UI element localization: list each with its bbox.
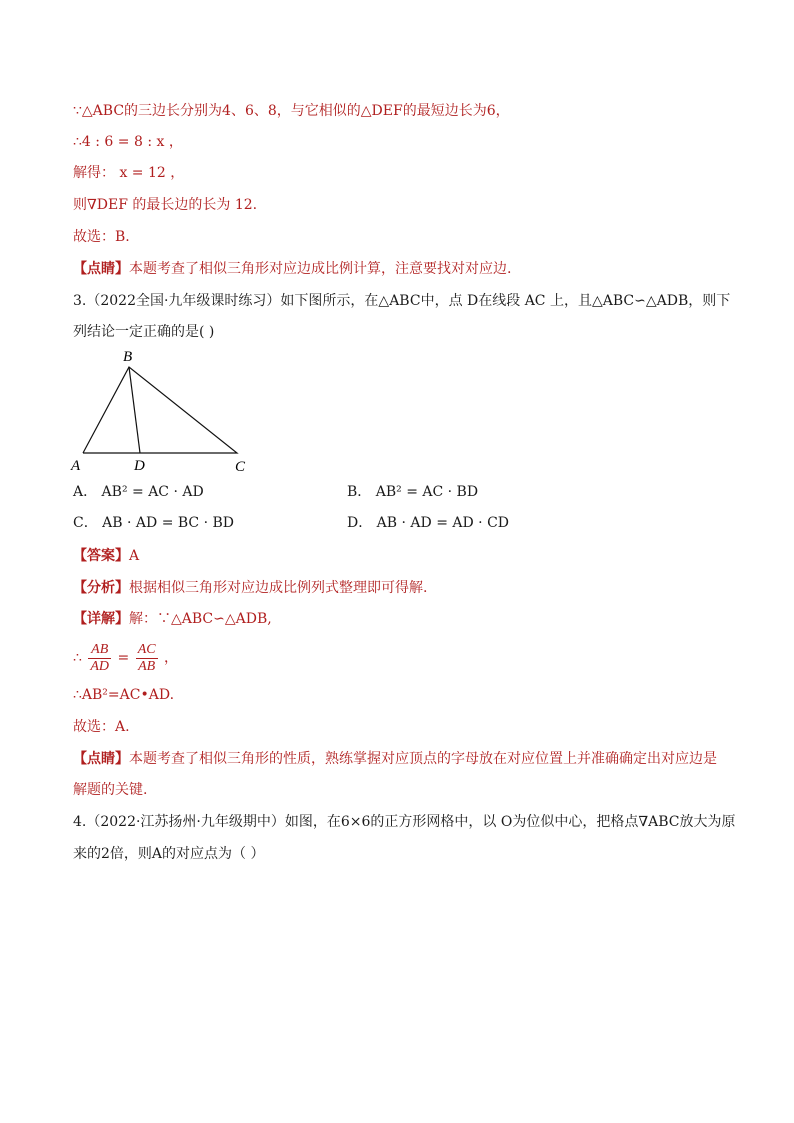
solution-choice: 故选：B. — [73, 229, 130, 245]
label-a: A — [71, 458, 81, 474]
question-3-line-1: 3.（2022全国·九年级课时练习）如下图所示，在△ABC中，点 D在线段 AC 上，且△ABC∽△ADB，则下 — [73, 293, 731, 309]
comment-2-line-2: 解题的关键. — [73, 782, 148, 798]
detail-tag: 【详解】 — [73, 611, 129, 627]
fraction-ab-ad — [88, 642, 111, 675]
option-c[interactable]: C． AB · AD = BC · BD — [73, 515, 234, 531]
solution-line-3: 解得： x = 12 ， — [73, 165, 185, 181]
triangle-outline — [83, 367, 237, 453]
comment-2-line-1 — [73, 749, 717, 769]
option-d[interactable]: D． AB · AD = AD · CD — [347, 515, 510, 531]
comment-line — [73, 259, 511, 279]
label-b: B — [123, 349, 133, 365]
solution-line-4: 则∇DEF 的最长边的长为 12. — [73, 197, 258, 213]
question-4-line-2: 来的2倍，则A的对应点为（ ） — [73, 846, 265, 862]
option-a[interactable]: A． AB² = AC · AD — [73, 484, 204, 500]
answer-line — [73, 546, 139, 566]
comment-tag: 【点睛】 — [73, 261, 129, 277]
equals-sign: = — [117, 650, 130, 666]
fraction-1-numerator: AB — [88, 642, 111, 659]
comment-2-tag: 【点睛】 — [73, 751, 129, 767]
solution-line-1: ∵△ABC的三边长分别为4、6、8，与它相似的△DEF的最短边长为6， — [73, 103, 510, 119]
fraction-2-numerator: AC — [137, 641, 156, 657]
solution-line-2: ∴4 : 6 = 8 : x ， — [73, 134, 183, 150]
comma: ， — [164, 650, 179, 666]
triangle-figure — [65, 345, 265, 475]
segment-bd — [129, 367, 140, 453]
question-4-line-1: 4.（2022·江苏扬州·九年级期中）如图，在6×6的正方形网格中，以 O为位似中心，把格点∇ABC放大为原 — [73, 814, 736, 830]
answer-tag: 【答案】 — [73, 548, 129, 564]
detail-line — [73, 609, 272, 629]
fraction-1-denominator: AD — [90, 658, 110, 674]
option-b[interactable]: B． AB² = AC · BD — [347, 484, 479, 500]
comment-2-text: 本题考查了相似三角形的性质，熟练掌握对应顶点的字母放在对应位置上并准确确定出对应边是 — [129, 751, 717, 767]
fraction-ac-ab — [136, 642, 158, 675]
analysis-text: 根据相似三角形对应边成比例列式整理即可得解. — [129, 580, 428, 596]
analysis-line — [73, 578, 427, 598]
detail-text: 解：∵△ABC∽△ADB, — [129, 611, 272, 627]
label-c: C — [235, 459, 246, 475]
therefore-symbol: ∴ — [73, 650, 82, 666]
answer-text: A — [129, 548, 140, 564]
comment-text: 本题考查了相似三角形对应边成比例计算，注意要找对对应边. — [129, 261, 512, 277]
label-d: D — [134, 458, 145, 474]
detail-result: ∴AB²=AC•AD. — [73, 687, 175, 703]
fraction-2-denominator: AB — [138, 658, 156, 674]
ratio-equation — [73, 640, 178, 676]
analysis-tag: 【分析】 — [73, 580, 129, 596]
detail-choice: 故选：A. — [73, 719, 130, 735]
question-3-line-2: 列结论一定正确的是( ) — [73, 324, 215, 340]
